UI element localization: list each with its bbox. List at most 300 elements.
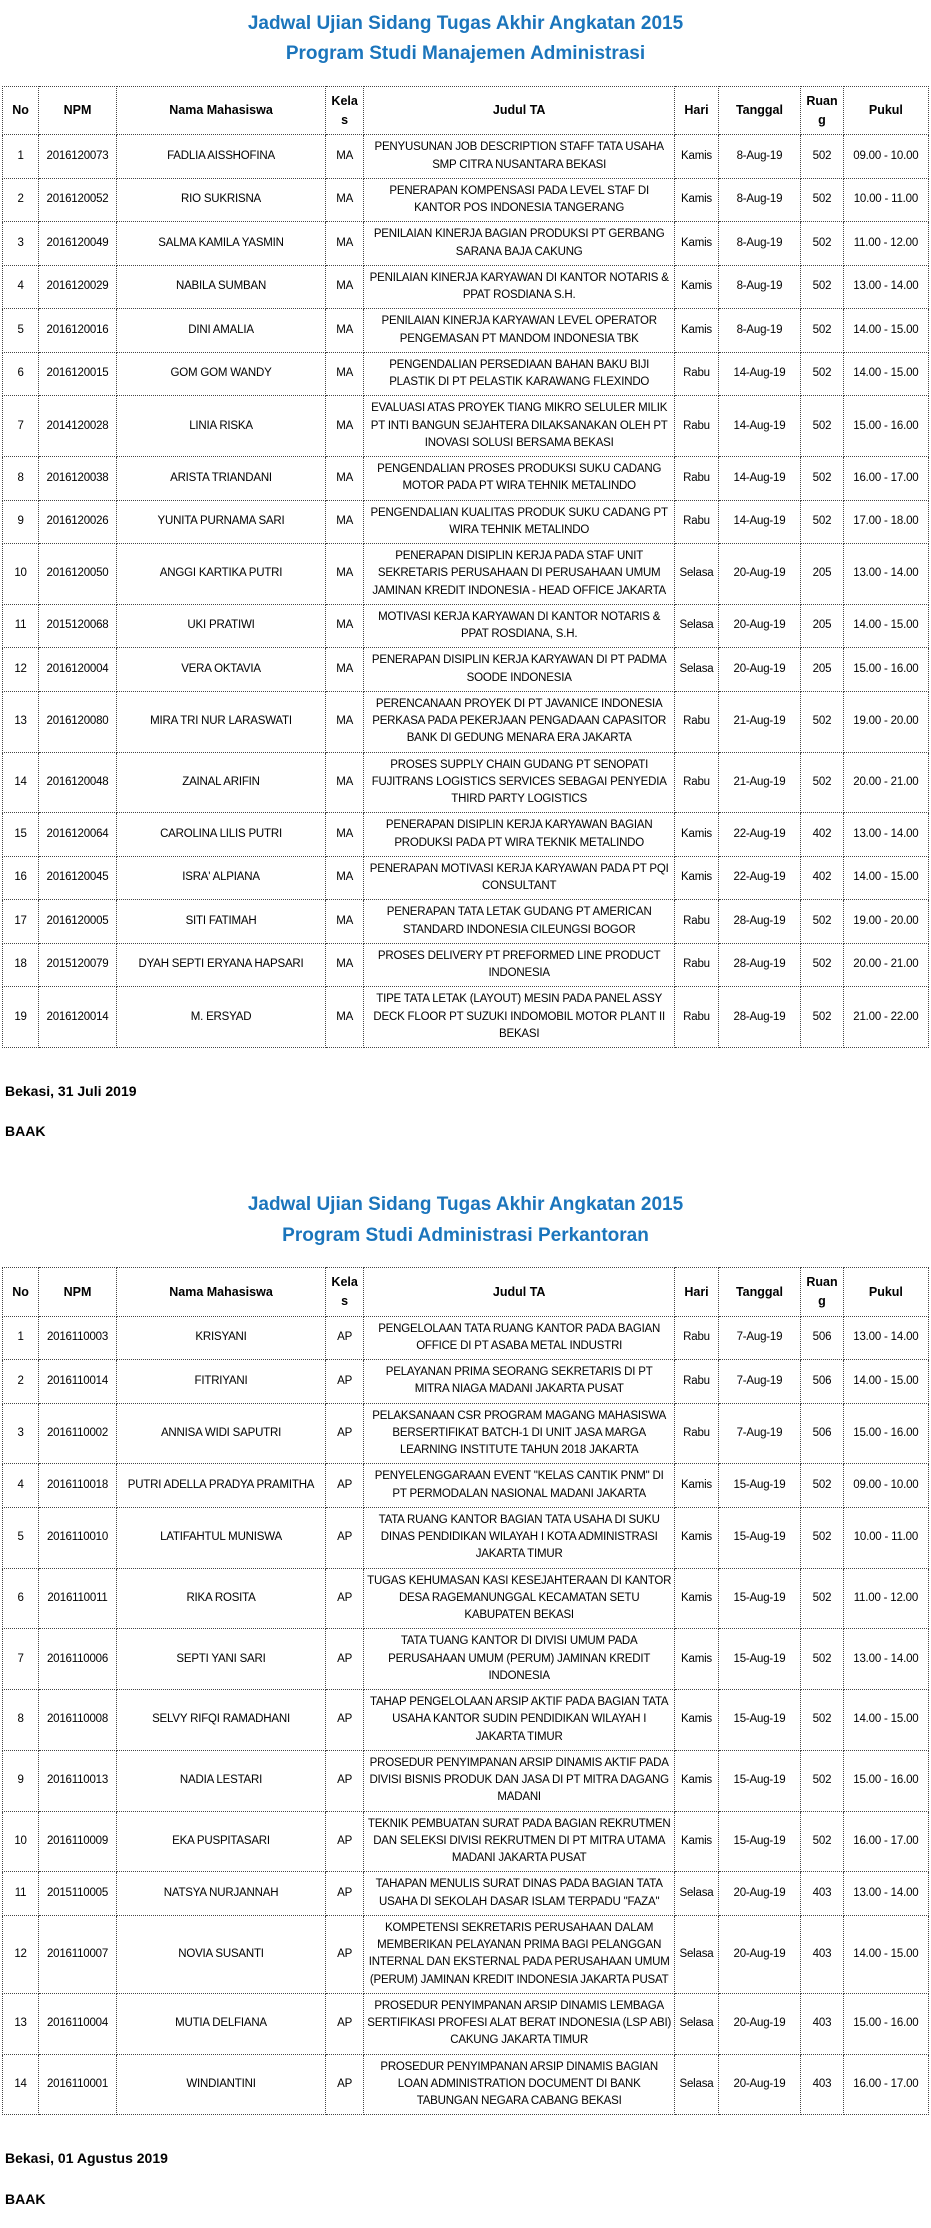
cell-judul: PENERAPAN DISIPLIN KERJA KARYAWAN DI PT PADMA SOODE INDONESIA	[364, 648, 675, 692]
cell-no: 11	[3, 1872, 39, 1916]
cell-ruang: 403	[801, 1993, 844, 2054]
cell-tanggal: 15-Aug-19	[718, 1811, 800, 1872]
cell-pukul: 16.00 - 17.00	[843, 1811, 928, 1872]
cell-no: 3	[3, 222, 39, 266]
table-row	[3, 500, 929, 544]
title-line-1: Jadwal Ujian Sidang Tugas Akhir Angkatan 2015	[247, 1194, 684, 1216]
cell-judul: PROSEDUR PENYIMPANAN ARSIP DINAMIS AKTIF PADA DIVISI BISNIS PRODUK DAN JASA DI PT MITRA DAGANG MADANI	[364, 1750, 675, 1811]
cell-judul: PELAKSANAAN CSR PROGRAM MAGANG MAHASISWA BERSERTIFIKAT BATCH-1 DI UNIT JASA MARGA LEARNING INSTITUTE TAHUN 2018 JAKARTA	[364, 1403, 675, 1464]
cell-no: 7	[3, 396, 39, 457]
cell-npm: 2016110010	[39, 1507, 117, 1568]
cell-pukul: 14.00 - 15.00	[843, 309, 928, 353]
signature-place-date: Bekasi, 31 Juli 2019	[5, 1083, 137, 1100]
column-header-judul: Judul TA	[364, 1268, 675, 1317]
cell-kelas: MA	[326, 856, 364, 900]
cell-tanggal: 14-Aug-19	[718, 396, 800, 457]
cell-pukul: 14.00 - 15.00	[843, 604, 928, 648]
cell-no: 13	[3, 1993, 39, 2054]
cell-ruang: 506	[801, 1316, 844, 1360]
cell-judul: TAHAP PENGELOLAAN ARSIP AKTIF PADA BAGIAN TATA USAHA KANTOR SUDIN PENDIDIKAN WILAYAH I JAKARTA TIMUR	[364, 1690, 675, 1751]
cell-kelas: AP	[326, 1568, 364, 1629]
cell-ruang: 506	[801, 1403, 844, 1464]
cell-kelas: MA	[326, 752, 364, 813]
table-row	[3, 1403, 929, 1464]
table-row	[3, 648, 929, 692]
cell-pukul: 14.00 - 15.00	[843, 1690, 928, 1751]
cell-pukul: 20.00 - 21.00	[843, 943, 928, 987]
column-header-ruang: Ruang	[801, 86, 844, 135]
cell-hari: Rabu	[675, 752, 719, 813]
cell-pukul: 13.00 - 14.00	[843, 1316, 928, 1360]
cell-no: 2	[3, 1360, 39, 1404]
cell-tanggal: 28-Aug-19	[718, 900, 800, 944]
cell-no: 9	[3, 500, 39, 544]
cell-npm: 2014120028	[39, 396, 117, 457]
cell-no: 1	[3, 1316, 39, 1360]
table-header-row	[3, 1268, 929, 1317]
cell-nama: GOM GOM WANDY	[116, 352, 325, 396]
cell-kelas: AP	[326, 1360, 364, 1404]
cell-ruang: 502	[801, 222, 844, 266]
cell-pukul: 15.00 - 16.00	[843, 396, 928, 457]
cell-judul: TAHAPAN MENULIS SURAT DINAS PADA BAGIAN TATA USAHA DI SEKOLAH DASAR ISLAM TERPADU "FAZA"	[364, 1872, 675, 1916]
cell-hari: Kamis	[675, 1750, 719, 1811]
table-row	[3, 1316, 929, 1360]
cell-pukul: 13.00 - 14.00	[843, 813, 928, 857]
cell-ruang: 205	[801, 544, 844, 605]
cell-pukul: 10.00 - 11.00	[843, 178, 928, 222]
cell-no: 4	[3, 1464, 39, 1508]
cell-kelas: MA	[326, 604, 364, 648]
column-header-kelas: Kelas	[326, 86, 364, 135]
title-line-2: Program Studi Administrasi Perkantoran	[282, 1224, 649, 1246]
cell-judul: PENILAIAN KINERJA KARYAWAN DI KANTOR NOTARIS & PPAT ROSDIANA S.H.	[364, 265, 675, 309]
cell-pukul: 15.00 - 16.00	[843, 1750, 928, 1811]
cell-judul: TEKNIK PEMBUATAN SURAT PADA BAGIAN REKRUTMEN DAN SELEKSI DIVISI REKRUTMEN DI PT MITRA UTAMA MADANI JAKARTA PUSAT	[364, 1811, 675, 1872]
cell-tanggal: 28-Aug-19	[718, 987, 800, 1048]
cell-ruang: 502	[801, 943, 844, 987]
table-row	[3, 1690, 929, 1751]
cell-ruang: 502	[801, 1568, 844, 1629]
cell-pukul: 15.00 - 16.00	[843, 1993, 928, 2054]
cell-ruang: 205	[801, 648, 844, 692]
cell-nama: SITI FATIMAH	[116, 900, 325, 944]
cell-judul: PELAYANAN PRIMA SEORANG SEKRETARIS DI PT MITRA NIAGA MADANI JAKARTA PUSAT	[364, 1360, 675, 1404]
cell-nama: ARISTA TRIANDANI	[116, 457, 325, 501]
cell-kelas: MA	[326, 396, 364, 457]
table-row	[3, 1568, 929, 1629]
cell-nama: NOVIA SUSANTI	[116, 1915, 325, 1993]
cell-judul: PENYELENGGARAAN EVENT "KELAS CANTIK PNM" DI PT PERMODALAN NASIONAL MADANI JAKARTA	[364, 1464, 675, 1508]
cell-judul: MOTIVASI KERJA KARYAWAN DI KANTOR NOTARIS & PPAT ROSDIANA, S.H.	[364, 604, 675, 648]
cell-nama: VERA OKTAVIA	[116, 648, 325, 692]
cell-npm: 2016120015	[39, 352, 117, 396]
cell-pukul: 15.00 - 16.00	[843, 1403, 928, 1464]
cell-judul: PENERAPAN KOMPENSASI PADA LEVEL STAF DI KANTOR POS INDONESIA TANGERANG	[364, 178, 675, 222]
cell-kelas: MA	[326, 265, 364, 309]
cell-kelas: MA	[326, 987, 364, 1048]
table-row	[3, 1811, 929, 1872]
cell-hari: Kamis	[675, 1464, 719, 1508]
cell-npm: 2016120029	[39, 265, 117, 309]
cell-kelas: MA	[326, 648, 364, 692]
cell-npm: 2016110002	[39, 1403, 117, 1464]
cell-npm: 2016110008	[39, 1690, 117, 1751]
table-row	[3, 544, 929, 605]
cell-hari: Kamis	[675, 856, 719, 900]
cell-ruang: 502	[801, 265, 844, 309]
cell-pukul: 13.00 - 14.00	[843, 544, 928, 605]
cell-judul: PENERAPAN MOTIVASI KERJA KARYAWAN PADA PT PQI CONSULTANT	[364, 856, 675, 900]
cell-hari: Rabu	[675, 1403, 719, 1464]
cell-npm: 2016120080	[39, 691, 117, 752]
cell-no: 19	[3, 987, 39, 1048]
cell-npm: 2015120068	[39, 604, 117, 648]
cell-pukul: 11.00 - 12.00	[843, 1568, 928, 1629]
column-header-hari: Hari	[675, 86, 719, 135]
cell-no: 12	[3, 1915, 39, 1993]
table-row	[3, 943, 929, 987]
cell-nama: NADIA LESTARI	[116, 1750, 325, 1811]
cell-kelas: MA	[326, 178, 364, 222]
cell-npm: 2016110003	[39, 1316, 117, 1360]
cell-pukul: 16.00 - 17.00	[843, 2054, 928, 2115]
column-header-pukul: Pukul	[843, 1268, 928, 1317]
cell-hari: Kamis	[675, 135, 719, 179]
cell-nama: UKI PRATIWI	[116, 604, 325, 648]
cell-kelas: MA	[326, 943, 364, 987]
cell-tanggal: 28-Aug-19	[718, 943, 800, 987]
cell-no: 6	[3, 352, 39, 396]
cell-pukul: 09.00 - 10.00	[843, 135, 928, 179]
cell-hari: Kamis	[675, 813, 719, 857]
cell-nama: SALMA KAMILA YASMIN	[116, 222, 325, 266]
signature-block-ap	[5, 2149, 929, 2207]
cell-no: 5	[3, 1507, 39, 1568]
cell-pukul: 19.00 - 20.00	[843, 900, 928, 944]
cell-npm: 2016110009	[39, 1811, 117, 1872]
cell-no: 4	[3, 265, 39, 309]
column-header-nama: Nama Mahasiswa	[116, 1268, 325, 1317]
cell-npm: 2016120026	[39, 500, 117, 544]
cell-npm: 2016120073	[39, 135, 117, 179]
cell-ruang: 502	[801, 396, 844, 457]
cell-nama: RIO SUKRISNA	[116, 178, 325, 222]
cell-ruang: 502	[801, 691, 844, 752]
cell-nama: KRISYANI	[116, 1316, 325, 1360]
cell-tanggal: 22-Aug-19	[718, 813, 800, 857]
cell-no: 16	[3, 856, 39, 900]
cell-ruang: 502	[801, 987, 844, 1048]
cell-no: 18	[3, 943, 39, 987]
cell-tanggal: 8-Aug-19	[718, 135, 800, 179]
cell-hari: Kamis	[675, 1690, 719, 1751]
signature-block-ma	[5, 1082, 929, 1140]
cell-no: 5	[3, 309, 39, 353]
cell-pukul: 14.00 - 15.00	[843, 352, 928, 396]
cell-tanggal: 15-Aug-19	[718, 1464, 800, 1508]
cell-kelas: MA	[326, 900, 364, 944]
cell-no: 8	[3, 1690, 39, 1751]
cell-judul: PENGENDALIAN PROSES PRODUKSI SUKU CADANG MOTOR PADA PT WIRA TEHNIK METALINDO	[364, 457, 675, 501]
cell-judul: TUGAS KEHUMASAN KASI KESEJAHTERAAN DI KANTOR DESA RAGEMANUNGGAL KECAMATAN SETU KABUPATEN BEKASI	[364, 1568, 675, 1629]
cell-ruang: 403	[801, 2054, 844, 2115]
column-header-kelas: Kelas	[326, 1268, 364, 1317]
cell-ruang: 502	[801, 178, 844, 222]
cell-pukul: 09.00 - 10.00	[843, 1464, 928, 1508]
table-row	[3, 604, 929, 648]
cell-hari: Rabu	[675, 943, 719, 987]
column-header-ruang: Ruang	[801, 1268, 844, 1317]
cell-judul: PENGELOLAAN TATA RUANG KANTOR PADA BAGIAN OFFICE DI PT ASABA METAL INDUSTRI	[364, 1316, 675, 1360]
cell-tanggal: 15-Aug-19	[718, 1507, 800, 1568]
table-row	[3, 1464, 929, 1508]
cell-pukul: 21.00 - 22.00	[843, 987, 928, 1048]
signature-place-date: Bekasi, 01 Agustus 2019	[5, 2150, 168, 2167]
cell-tanggal: 8-Aug-19	[718, 178, 800, 222]
cell-kelas: AP	[326, 1750, 364, 1811]
cell-ruang: 502	[801, 1464, 844, 1508]
cell-kelas: AP	[326, 2054, 364, 2115]
cell-no: 13	[3, 691, 39, 752]
cell-tanggal: 15-Aug-19	[718, 1690, 800, 1751]
cell-hari: Selasa	[675, 604, 719, 648]
cell-tanggal: 15-Aug-19	[718, 1750, 800, 1811]
cell-nama: NABILA SUMBAN	[116, 265, 325, 309]
cell-ruang: 502	[801, 1750, 844, 1811]
cell-nama: ISRA' ALPIANA	[116, 856, 325, 900]
cell-judul: KOMPETENSI SEKRETARIS PERUSAHAAN DALAM MEMBERIKAN PELAYANAN PRIMA BAGI PELANGGAN INTERNAL DAN EKSTERNAL PADA PERUSAHAAN UMUM (PERUM) JAMINAN KREDIT INDONESIA JAKARTA PUSAT	[364, 1915, 675, 1993]
cell-tanggal: 15-Aug-19	[718, 1568, 800, 1629]
cell-kelas: MA	[326, 222, 364, 266]
column-header-npm: NPM	[39, 1268, 117, 1317]
table-row	[3, 222, 929, 266]
cell-kelas: AP	[326, 1464, 364, 1508]
table-row	[3, 396, 929, 457]
cell-nama: MUTIA DELFIANA	[116, 1993, 325, 2054]
cell-nama: FADLIA AISSHOFINA	[116, 135, 325, 179]
cell-tanggal: 14-Aug-19	[718, 500, 800, 544]
cell-judul: PENERAPAN DISIPLIN KERJA KARYAWAN BAGIAN PRODUKSI PADA PT WIRA TEKNIK METALINDO	[364, 813, 675, 857]
cell-pukul: 15.00 - 16.00	[843, 648, 928, 692]
cell-pukul: 13.00 - 14.00	[843, 265, 928, 309]
cell-no: 7	[3, 1629, 39, 1690]
cell-pukul: 14.00 - 15.00	[843, 1360, 928, 1404]
table-row	[3, 1993, 929, 2054]
cell-tanggal: 20-Aug-19	[718, 1915, 800, 1993]
cell-judul: PENGENDALIAN PERSEDIAAN BAHAN BAKU BIJI PLASTIK DI PT PELASTIK KARAWANG FLEXINDO	[364, 352, 675, 396]
table-row	[3, 457, 929, 501]
cell-nama: PUTRI ADELLA PRADYA PRAMITHA	[116, 1464, 325, 1508]
cell-nama: SEPTI YANI SARI	[116, 1629, 325, 1690]
cell-nama: MIRA TRI NUR LARASWATI	[116, 691, 325, 752]
cell-ruang: 502	[801, 1811, 844, 1872]
cell-pukul: 17.00 - 18.00	[843, 500, 928, 544]
cell-pukul: 13.00 - 14.00	[843, 1629, 928, 1690]
column-header-hari: Hari	[675, 1268, 719, 1317]
cell-ruang: 403	[801, 1915, 844, 1993]
cell-npm: 2016110001	[39, 2054, 117, 2115]
cell-no: 14	[3, 752, 39, 813]
column-header-nama: Nama Mahasiswa	[116, 86, 325, 135]
table-row	[3, 691, 929, 752]
cell-hari: Selasa	[675, 2054, 719, 2115]
cell-tanggal: 20-Aug-19	[718, 2054, 800, 2115]
cell-no: 14	[3, 2054, 39, 2115]
cell-kelas: AP	[326, 1690, 364, 1751]
table-row	[3, 1507, 929, 1568]
cell-pukul: 20.00 - 21.00	[843, 752, 928, 813]
cell-no: 15	[3, 813, 39, 857]
table-header-row	[3, 86, 929, 135]
cell-hari: Kamis	[675, 1507, 719, 1568]
cell-ruang: 502	[801, 135, 844, 179]
cell-npm: 2015120079	[39, 943, 117, 987]
table-row	[3, 309, 929, 353]
cell-tanggal: 14-Aug-19	[718, 352, 800, 396]
table-row	[3, 752, 929, 813]
cell-nama: EKA PUSPITASARI	[116, 1811, 325, 1872]
cell-ruang: 502	[801, 352, 844, 396]
cell-no: 3	[3, 1403, 39, 1464]
cell-tanggal: 8-Aug-19	[718, 309, 800, 353]
cell-no: 1	[3, 135, 39, 179]
cell-hari: Rabu	[675, 900, 719, 944]
cell-tanggal: 20-Aug-19	[718, 1872, 800, 1916]
cell-npm: 2016120038	[39, 457, 117, 501]
table-row	[3, 813, 929, 857]
cell-hari: Rabu	[675, 500, 719, 544]
cell-no: 10	[3, 1811, 39, 1872]
cell-kelas: AP	[326, 1915, 364, 1993]
table-row	[3, 178, 929, 222]
cell-nama: WINDIANTINI	[116, 2054, 325, 2115]
cell-hari: Selasa	[675, 544, 719, 605]
column-header-npm: NPM	[39, 86, 117, 135]
cell-nama: LATIFAHTUL MUNISWA	[116, 1507, 325, 1568]
cell-judul: TIPE TATA LETAK (LAYOUT) MESIN PADA PANEL ASSY DECK FLOOR PT SUZUKI INDOMOBIL MOTOR PLANT II BEKASI	[364, 987, 675, 1048]
cell-kelas: AP	[326, 1403, 364, 1464]
cell-tanggal: 7-Aug-19	[718, 1360, 800, 1404]
cell-npm: 2016110013	[39, 1750, 117, 1811]
cell-kelas: MA	[326, 500, 364, 544]
cell-judul: TATA TUANG KANTOR DI DIVISI UMUM PADA PERUSAHAAN UMUM (PERUM) JAMINAN KREDIT INDONESIA	[364, 1629, 675, 1690]
cell-hari: Selasa	[675, 648, 719, 692]
table-row	[3, 2054, 929, 2115]
cell-npm: 2016120005	[39, 900, 117, 944]
column-header-pukul: Pukul	[843, 86, 928, 135]
cell-kelas: AP	[326, 1993, 364, 2054]
cell-judul: PENYUSUNAN JOB DESCRIPTION STAFF TATA USAHA SMP CITRA NUSANTARA BEKASI	[364, 135, 675, 179]
cell-pukul: 14.00 - 15.00	[843, 1915, 928, 1993]
cell-ruang: 502	[801, 309, 844, 353]
cell-kelas: MA	[326, 691, 364, 752]
cell-tanggal: 20-Aug-19	[718, 648, 800, 692]
cell-npm: 2016120049	[39, 222, 117, 266]
cell-judul: PENERAPAN TATA LETAK GUDANG PT AMERICAN STANDARD INDONESIA CILEUNGSI BOGOR	[364, 900, 675, 944]
cell-no: 11	[3, 604, 39, 648]
cell-ruang: 502	[801, 1690, 844, 1751]
cell-npm: 2016120016	[39, 309, 117, 353]
cell-npm: 2016110004	[39, 1993, 117, 2054]
cell-tanggal: 8-Aug-19	[718, 265, 800, 309]
table-row	[3, 1360, 929, 1404]
column-header-judul: Judul TA	[364, 86, 675, 135]
cell-npm: 2016120050	[39, 544, 117, 605]
table-row	[3, 1629, 929, 1690]
cell-judul: PERENCANAAN PROYEK DI PT JAVANICE INDONESIA PERKASA PADA PEKERJAAN PENGADAAN CAPASITOR BANK DI GEDUNG MENARA ERA JAKARTA	[364, 691, 675, 752]
cell-tanggal: 14-Aug-19	[718, 457, 800, 501]
title-line-1: Jadwal Ujian Sidang Tugas Akhir Angkatan 2015	[247, 13, 684, 34]
cell-hari: Rabu	[675, 396, 719, 457]
cell-ruang: 205	[801, 604, 844, 648]
schedule-title-ap	[2, 1190, 929, 1251]
cell-hari: Selasa	[675, 1915, 719, 1993]
cell-tanggal: 20-Aug-19	[718, 1993, 800, 2054]
cell-tanggal: 20-Aug-19	[718, 604, 800, 648]
cell-kelas: AP	[326, 1872, 364, 1916]
cell-hari: Rabu	[675, 1360, 719, 1404]
signature-org: BAAK	[5, 2190, 46, 2207]
cell-pukul: 13.00 - 14.00	[843, 1872, 928, 1916]
cell-ruang: 502	[801, 1507, 844, 1568]
cell-hari: Rabu	[675, 352, 719, 396]
cell-nama: SELVY RIFQI RAMADHANI	[116, 1690, 325, 1751]
cell-hari: Kamis	[675, 265, 719, 309]
cell-judul: TATA RUANG KANTOR BAGIAN TATA USAHA DI SUKU DINAS PENDIDIKAN WILAYAH I KOTA ADMINISTRASI JAKARTA TIMUR	[364, 1507, 675, 1568]
cell-nama: ZAINAL ARIFIN	[116, 752, 325, 813]
cell-ruang: 506	[801, 1360, 844, 1404]
cell-judul: EVALUASI ATAS PROYEK TIANG MIKRO SELULER MILIK PT INTI BANGUN SEJAHTERA DILAKSANAKAN OLEH PT INOVASI SOLUSI BERSAMA BEKASI	[364, 396, 675, 457]
cell-ruang: 403	[801, 1872, 844, 1916]
cell-npm: 2016120045	[39, 856, 117, 900]
title-line-2: Program Studi Manajemen Administrasi	[285, 43, 646, 65]
schedule-title-ma	[2, 9, 929, 70]
cell-judul: PENILAIAN KINERJA BAGIAN PRODUKSI PT GERBANG SARANA BAJA CAKUNG	[364, 222, 675, 266]
cell-ruang: 502	[801, 1629, 844, 1690]
cell-judul: PENGENDALIAN KUALITAS PRODUK SUKU CADANG PT WIRA TEHNIK METALINDO	[364, 500, 675, 544]
cell-kelas: AP	[326, 1629, 364, 1690]
cell-no: 8	[3, 457, 39, 501]
cell-tanggal: 15-Aug-19	[718, 1629, 800, 1690]
column-header-no: No	[3, 1268, 39, 1317]
cell-hari: Kamis	[675, 1629, 719, 1690]
table-row	[3, 1915, 929, 1993]
cell-hari: Kamis	[675, 222, 719, 266]
cell-judul: PENILAIAN KINERJA KARYAWAN LEVEL OPERATOR PENGEMASAN PT MANDOM INDONESIA TBK	[364, 309, 675, 353]
cell-nama: NATSYA NURJANNAH	[116, 1872, 325, 1916]
cell-no: 17	[3, 900, 39, 944]
table-row	[3, 135, 929, 179]
table-row	[3, 1872, 929, 1916]
cell-tanggal: 22-Aug-19	[718, 856, 800, 900]
cell-judul: PROSES SUPPLY CHAIN GUDANG PT SENOPATI FUJITRANS LOGISTICS SERVICES SEBAGAI PENYEDIA THIRD PARTY LOGISTICS	[364, 752, 675, 813]
cell-hari: Rabu	[675, 691, 719, 752]
cell-ruang: 402	[801, 856, 844, 900]
table-row	[3, 856, 929, 900]
cell-hari: Selasa	[675, 1993, 719, 2054]
cell-kelas: MA	[326, 135, 364, 179]
cell-tanggal: 20-Aug-19	[718, 544, 800, 605]
cell-nama: RIKA ROSITA	[116, 1568, 325, 1629]
cell-pukul: 16.00 - 17.00	[843, 457, 928, 501]
cell-hari: Selasa	[675, 1872, 719, 1916]
cell-pukul: 11.00 - 12.00	[843, 222, 928, 266]
cell-ruang: 502	[801, 500, 844, 544]
cell-hari: Rabu	[675, 987, 719, 1048]
cell-hari: Kamis	[675, 1811, 719, 1872]
cell-nama: ANNISA WIDI SAPUTRI	[116, 1403, 325, 1464]
